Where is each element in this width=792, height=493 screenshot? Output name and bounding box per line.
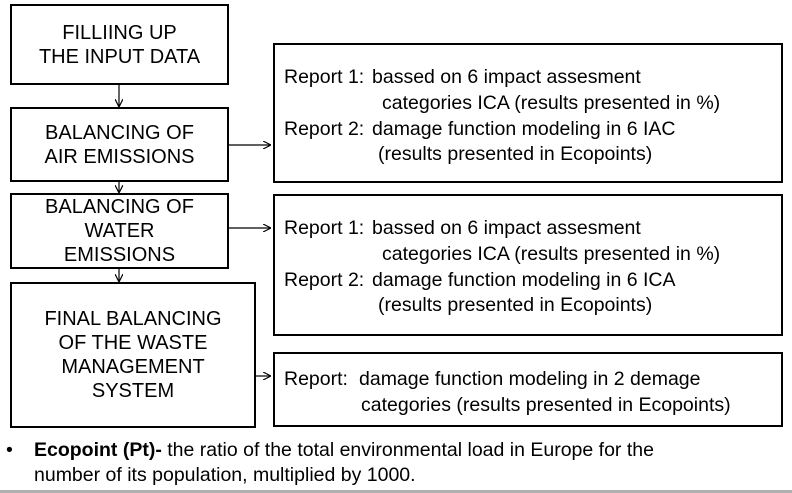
step-water-emissions — [10, 193, 229, 269]
report-text: damage function modeling in 2 demage — [359, 368, 701, 390]
report-text: bassed on 6 impact assesment — [372, 66, 641, 88]
report-text: (results presented in Ecopoints) — [378, 143, 653, 165]
report-label: Report 2: — [284, 118, 365, 140]
report-text: categories ICA (results presented in %) — [382, 92, 721, 114]
report-text: (results presented in Ecopoints) — [378, 294, 653, 316]
bullet-glyph: • — [6, 439, 13, 461]
definition-text: the ratio of the total environmental load in Europe for the — [161, 439, 654, 461]
report-final-balancing — [273, 352, 783, 427]
report-text: categories (results presented in Ecopoints) — [361, 394, 731, 416]
step-line: FILLIING UP — [62, 21, 177, 44]
step-air-emissions — [10, 107, 229, 182]
step-line: SYSTEM — [91, 380, 175, 402]
report-text: bassed on 6 impact assesment — [372, 217, 641, 239]
step-line: AIR EMISSIONS — [44, 145, 195, 168]
step-line: BALANCING OF — [45, 196, 194, 218]
step-line: FINAL BALANCING — [44, 308, 222, 330]
report-label: Report 1: — [284, 217, 365, 239]
report-label: Report: — [284, 368, 348, 390]
ecopoint-term: Ecopoint (Pt)- — [34, 439, 162, 461]
step-line: MANAGEMENT — [61, 356, 205, 378]
definition-text: number of its population, multiplied by 1000. — [34, 464, 416, 486]
report-text: damage function modeling in 6 ICA — [372, 269, 676, 291]
step-line: OF THE WASTE — [58, 332, 208, 354]
step-input-data — [10, 4, 229, 85]
report-text: damage function modeling in 6 IAC — [372, 118, 676, 140]
report-label: Report 2: — [284, 269, 365, 291]
report-text: categories ICA (results presented in %) — [382, 243, 721, 265]
report-label: Report 1: — [284, 66, 365, 88]
step-line: WATER — [84, 220, 155, 242]
report-water-emissions — [273, 194, 783, 336]
step-line: EMISSIONS — [63, 244, 176, 266]
report-air-emissions — [273, 43, 783, 183]
step-line: THE INPUT DATA — [38, 45, 201, 68]
step-final-balancing — [10, 282, 256, 428]
step-line: BALANCING OF — [45, 121, 194, 144]
